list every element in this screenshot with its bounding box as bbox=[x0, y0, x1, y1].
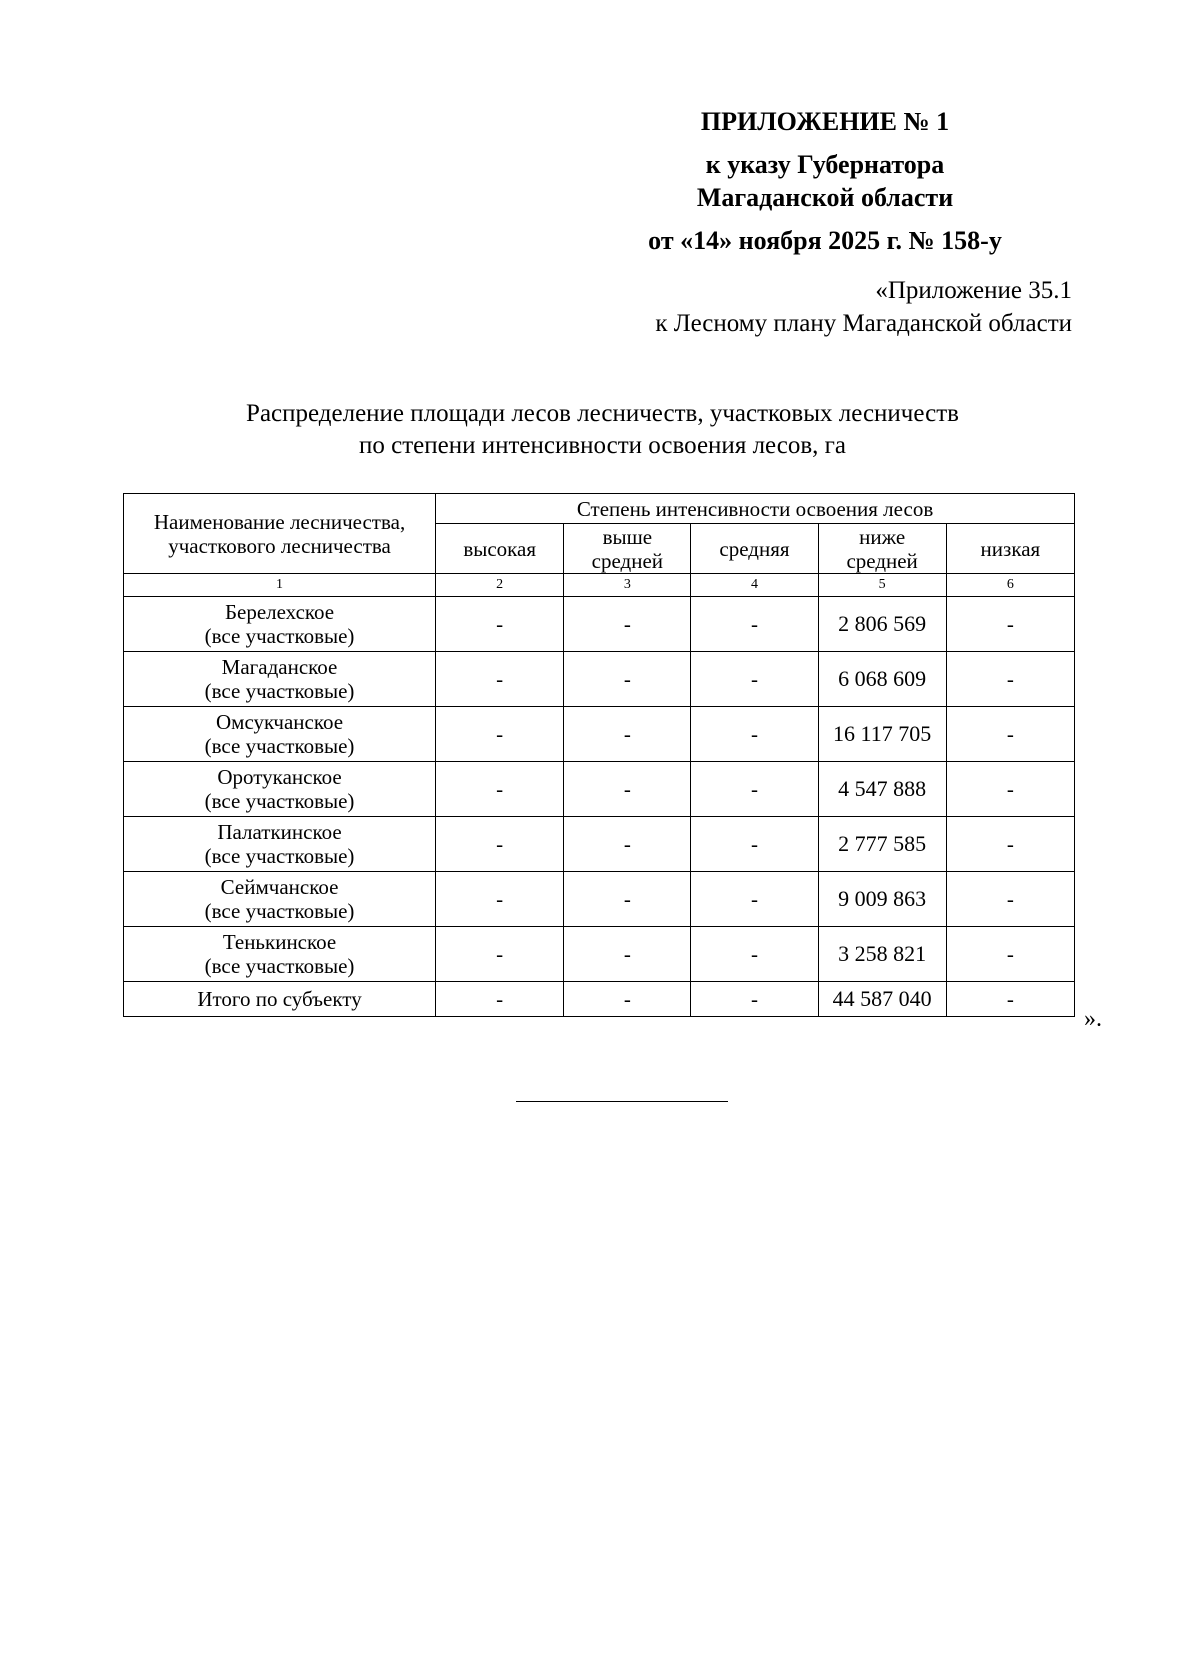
forestry-name: Тенькинское bbox=[222, 930, 337, 954]
value-cell: 16 117 705 bbox=[818, 707, 946, 762]
footer-divider bbox=[516, 1101, 728, 1102]
forestry-subname: (все участковые) bbox=[204, 954, 355, 978]
value-cell: 4 547 888 bbox=[818, 762, 946, 817]
forestry-subname: (все участковые) bbox=[204, 624, 355, 648]
forestry-subname: (все участковые) bbox=[204, 789, 355, 813]
decree-line-1: к указу Губернатора bbox=[705, 150, 945, 179]
table-row bbox=[124, 817, 1075, 872]
value-cell: - bbox=[691, 927, 818, 982]
forestry-name: Оротуканское bbox=[217, 765, 342, 789]
value-cell: - bbox=[564, 707, 691, 762]
value-cell: - bbox=[946, 707, 1074, 762]
value-cell: - bbox=[691, 707, 818, 762]
forestry-name: Палаткинское bbox=[217, 820, 342, 844]
column-number: 5 bbox=[818, 574, 946, 597]
value-cell: - bbox=[691, 597, 818, 652]
table-row bbox=[124, 597, 1075, 652]
column-number: 2 bbox=[436, 574, 564, 597]
table-row bbox=[124, 652, 1075, 707]
table-row bbox=[124, 927, 1075, 982]
forestry-name-cell bbox=[124, 872, 436, 927]
value-cell: 2 806 569 bbox=[818, 597, 946, 652]
column-header-high: высокая bbox=[436, 524, 564, 574]
value-cell: - bbox=[436, 707, 564, 762]
value-cell: 3 258 821 bbox=[818, 927, 946, 982]
total-value-cell: - bbox=[946, 982, 1074, 1017]
forestry-name-cell bbox=[124, 707, 436, 762]
forestry-subname: (все участковые) bbox=[204, 899, 355, 923]
column-header-average: средняя bbox=[691, 524, 818, 574]
forestry-subname: (все участковые) bbox=[204, 734, 355, 758]
value-cell: - bbox=[564, 762, 691, 817]
reference-line-1: «Приложение 35.1 bbox=[875, 277, 1072, 304]
value-cell: - bbox=[691, 817, 818, 872]
table-row bbox=[124, 762, 1075, 817]
value-cell: - bbox=[436, 817, 564, 872]
value-cell: - bbox=[946, 652, 1074, 707]
total-value-cell: 44 587 040 bbox=[818, 982, 946, 1017]
value-cell: - bbox=[436, 652, 564, 707]
appendix-title: ПРИЛОЖЕНИЕ № 1 bbox=[700, 107, 950, 136]
value-cell: - bbox=[436, 597, 564, 652]
title-line-2: по степени интенсивности освоения лесов, га bbox=[358, 432, 847, 459]
value-cell: - bbox=[946, 817, 1074, 872]
value-cell: - bbox=[691, 872, 818, 927]
total-row bbox=[124, 982, 1075, 1017]
forestry-name-cell bbox=[124, 762, 436, 817]
value-cell: - bbox=[564, 927, 691, 982]
value-cell: 2 777 585 bbox=[818, 817, 946, 872]
value-cell: - bbox=[564, 652, 691, 707]
forestry-name: Омсукчанское bbox=[216, 710, 344, 734]
document-title bbox=[120, 398, 1085, 462]
decree-line-2: Магаданской области bbox=[696, 183, 954, 212]
forestry-name-cell bbox=[124, 652, 436, 707]
value-cell: - bbox=[691, 652, 818, 707]
column-header-low: низкая bbox=[946, 524, 1074, 574]
column-header-above-average: выше средней bbox=[564, 524, 691, 574]
forestry-name-cell bbox=[124, 597, 436, 652]
value-cell: - bbox=[564, 872, 691, 927]
forestry-subname: (все участковые) bbox=[204, 844, 355, 868]
appendix-header bbox=[560, 105, 1090, 257]
value-cell: - bbox=[691, 762, 818, 817]
column-number: 1 bbox=[124, 574, 436, 597]
column-number: 4 bbox=[691, 574, 818, 597]
column-header-below-average: ниже средней bbox=[818, 524, 946, 574]
total-value-cell: - bbox=[691, 982, 818, 1017]
value-cell: 6 068 609 bbox=[818, 652, 946, 707]
value-cell: - bbox=[564, 817, 691, 872]
value-cell: - bbox=[946, 927, 1074, 982]
table-row bbox=[124, 872, 1075, 927]
forestry-name: Берелехское bbox=[224, 600, 335, 624]
value-cell: - bbox=[436, 762, 564, 817]
forestry-name-cell bbox=[124, 927, 436, 982]
total-value-cell: - bbox=[564, 982, 691, 1017]
intensity-group-header: Степень интенсивности освоения лесов bbox=[436, 494, 1075, 524]
reference-block bbox=[655, 274, 1072, 340]
column-number: 6 bbox=[946, 574, 1074, 597]
total-value-cell: - bbox=[436, 982, 564, 1017]
table-header-row bbox=[124, 494, 1075, 524]
distribution-table bbox=[123, 493, 1075, 1017]
decree-date: от «14» ноября 2025 г. № 158-у bbox=[648, 226, 1002, 255]
column-number-row bbox=[124, 574, 1075, 597]
value-cell: - bbox=[946, 762, 1074, 817]
name-column-header: Наименование лесничества, участкового лесничества bbox=[124, 494, 436, 574]
table-row bbox=[124, 707, 1075, 762]
closing-quote: ». bbox=[1084, 1006, 1102, 1032]
forestry-name: Сеймчанское bbox=[220, 875, 339, 899]
value-cell: - bbox=[564, 597, 691, 652]
value-cell: 9 009 863 bbox=[818, 872, 946, 927]
title-line-1: Распределение площади лесов лесничеств, участковых лесничеств bbox=[246, 400, 959, 427]
forestry-name: Магаданское bbox=[221, 655, 338, 679]
value-cell: - bbox=[946, 872, 1074, 927]
forestry-subname: (все участковые) bbox=[204, 679, 355, 703]
value-cell: - bbox=[436, 872, 564, 927]
value-cell: - bbox=[436, 927, 564, 982]
value-cell: - bbox=[946, 597, 1074, 652]
total-label: Итого по субъекту bbox=[124, 982, 436, 1017]
reference-line-2: к Лесному плану Магаданской области bbox=[655, 310, 1072, 337]
forestry-name-cell bbox=[124, 817, 436, 872]
column-number: 3 bbox=[564, 574, 691, 597]
